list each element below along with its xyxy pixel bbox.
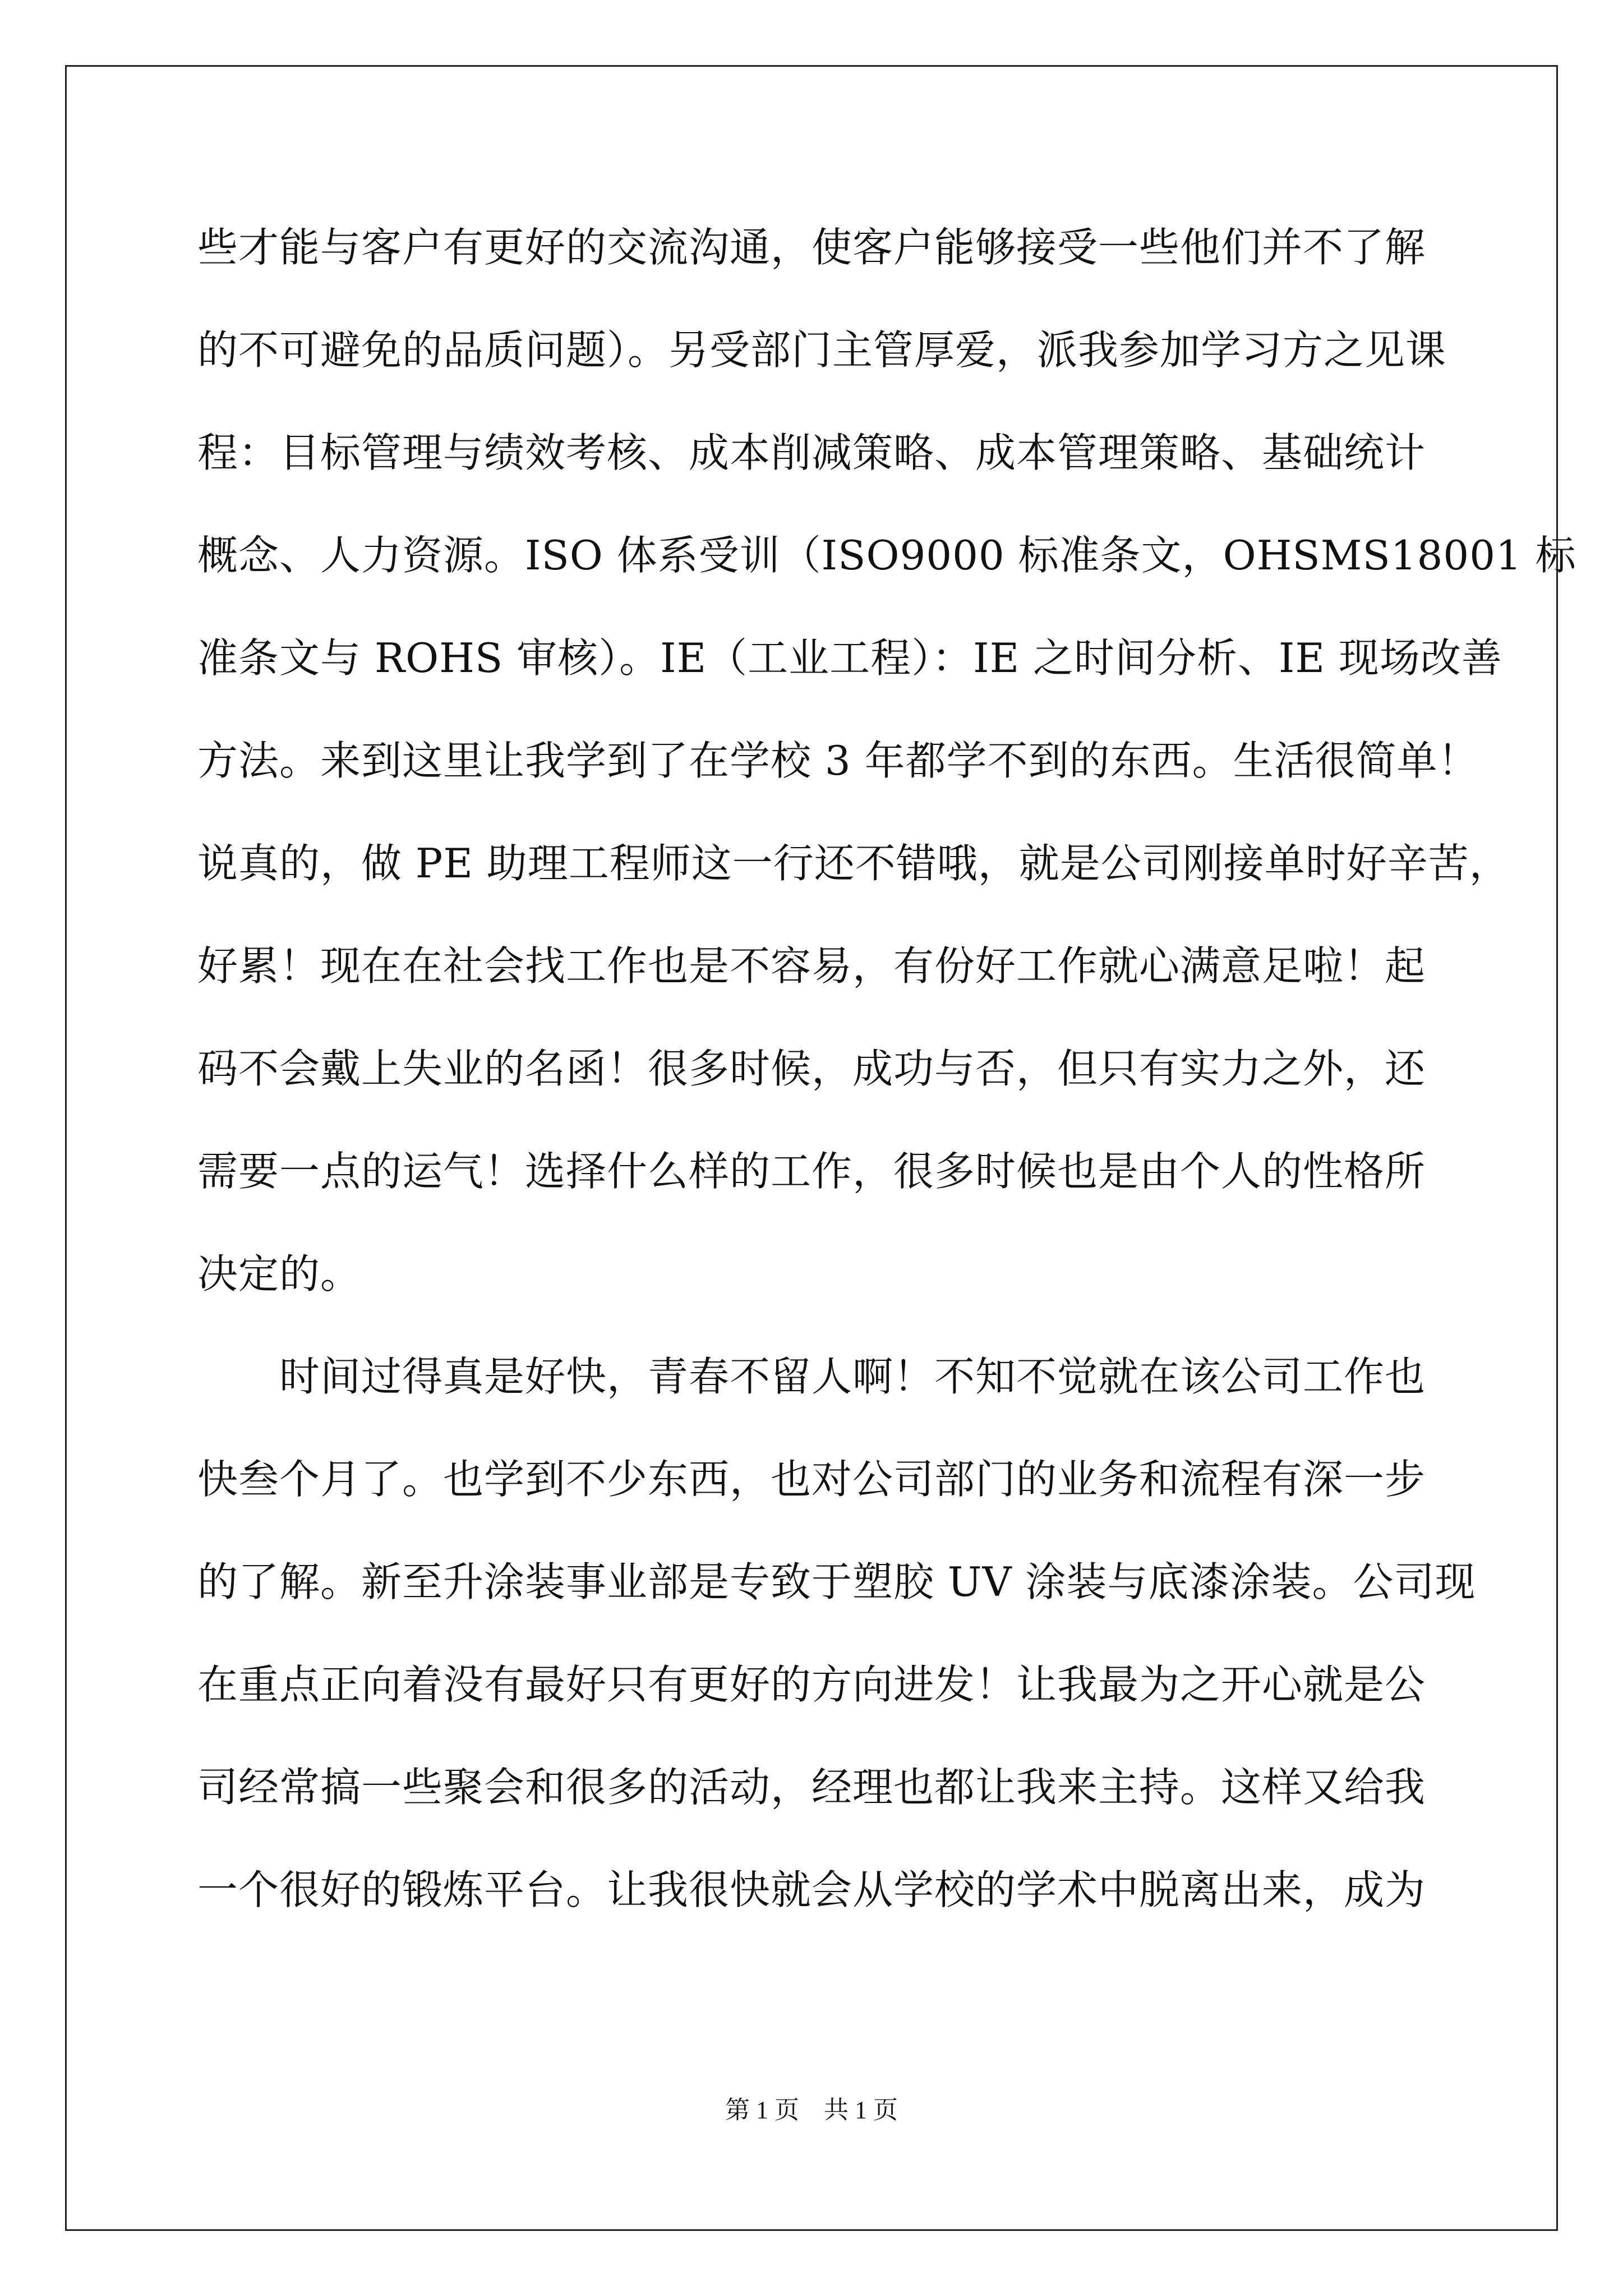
text-line: 的了解。新至升涂装事业部是专致于塑胶 UV 涂装与底漆涂装。公司现	[197, 1558, 1476, 1605]
text-line: 说真的，做 PE 助理工程师这一行还不错哦，就是公司刚接单时好辛苦，	[197, 840, 1510, 887]
text-line: 些才能与客户有更好的交流沟通，使客户能够接受一些他们并不了解	[197, 224, 1426, 271]
text-line: 程：目标管理与绩效考核、成本削减策略、成本管理策略、基础统计	[197, 429, 1426, 476]
text-line: 方法。来到这里让我学到了在学校 3 年都学不到的东西。生活很简单！	[197, 737, 1479, 784]
paragraph-2	[197, 1326, 1476, 1941]
text-line: 时间过得真是好快，青春不留人啊！不知不觉就在该公司工作也	[279, 1353, 1426, 1400]
text-line: 快叁个月了。也学到不少东西，也对公司部门的业务和流程有深一步	[197, 1456, 1426, 1503]
text-line: 一个很好的锻炼平台。让我很快就会从学校的学术中脱离出来，成为	[197, 1866, 1426, 1913]
text-line: 好累！现在在社会找工作也是不容易，有份好工作就心满意足啦！起	[197, 942, 1426, 990]
text-line: 司经常搞一些聚会和很多的活动，经理也都让我来主持。这样又给我	[197, 1764, 1426, 1811]
document-body	[197, 196, 1576, 1941]
page-footer	[0, 2090, 1623, 2125]
text-line: 在重点正向着没有最好只有更好的方向进发！让我最为之开心就是公	[197, 1661, 1426, 1708]
text-line: 决定的。	[197, 1250, 362, 1297]
text-line: 概念、人力资源。ISO 体系受训（ISO9000 标准条文，OHSMS18001 标	[197, 532, 1576, 579]
text-line: 码不会戴上失业的名函！很多时候，成功与否，但只有实力之外，还	[197, 1045, 1426, 1092]
paragraph-1	[197, 196, 1576, 1326]
text-line: 需要一点的运气！选择什么样的工作，很多时候也是由个人的性格所	[197, 1148, 1426, 1195]
text-line: 准条文与 ROHS 审核）。IE（工业工程）：IE 之时间分析、IE 现场改善	[197, 634, 1502, 682]
page-number: 第 1 页 共 1 页	[725, 2096, 898, 2124]
text-line: 的不可避免的品质问题）。另受部门主管厚爱，派我参加学习方之见课	[197, 326, 1447, 374]
